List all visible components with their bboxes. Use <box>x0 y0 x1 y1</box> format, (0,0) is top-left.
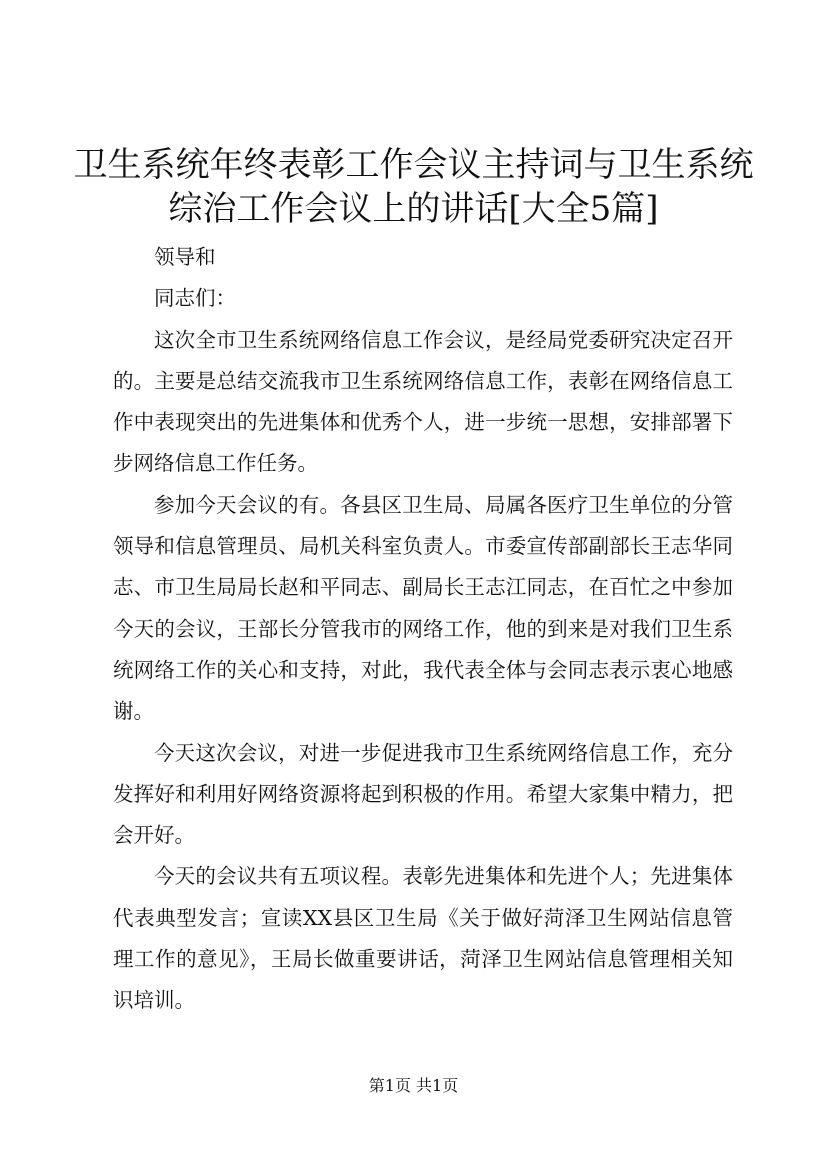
document-body <box>113 237 733 1022</box>
paragraph-3: 今天这次会议，对进一步促进我市卫生系统网络信息工作，充分发挥好和利用好网络资源将起到积极的作用。希望大家集中精力，把会开好。 <box>113 740 733 848</box>
title-line-1: 卫生系统年终表彰工作会议主持词与卫生系统 <box>73 145 754 185</box>
paragraph-4: 今天的会议共有五项议程。表彰先进集体和先进个人；先进集体代表典型发言；宣读XX县区卫生局《关于做好菏泽卫生网站信息管理工作的意见》，王局长做重要讲话，菏泽卫生网站信息管理相关知识培训。 <box>113 864 733 1013</box>
salutation-line-1: 领导和 <box>154 245 216 269</box>
paragraph-2: 参加今天会议的有。各县区卫生局、局属各医疗卫生单位的分管领导和信息管理员、局机关科室负责人。市委宣传部副部长王志华同志、市卫生局局长赵和平同志、副局长王志江同志，在百忙之中参加今天的会议，王部长分管我市的网络工作，他的到来是对我们卫生系统网络工作的关心和支持，对此，我代表全体与会同志表示衷心地感谢。 <box>113 492 733 724</box>
salutation-line-2: 同志们： <box>154 286 236 311</box>
paragraph-1: 这次全市卫生系统网络信息工作会议，是经局党委研究决定召开的。主要是总结交流我市卫生系统网络信息工作，表彰在网络信息工作中表现突出的先进集体和优秀个人，进一步统一思想，安排部署下步网络信息工作任务。 <box>113 327 733 476</box>
title-line-2: 综治工作会议上的讲话[大全5篇] <box>168 189 659 229</box>
document-title <box>60 143 767 231</box>
page-footer: 第1页 共1页 <box>368 1076 459 1095</box>
